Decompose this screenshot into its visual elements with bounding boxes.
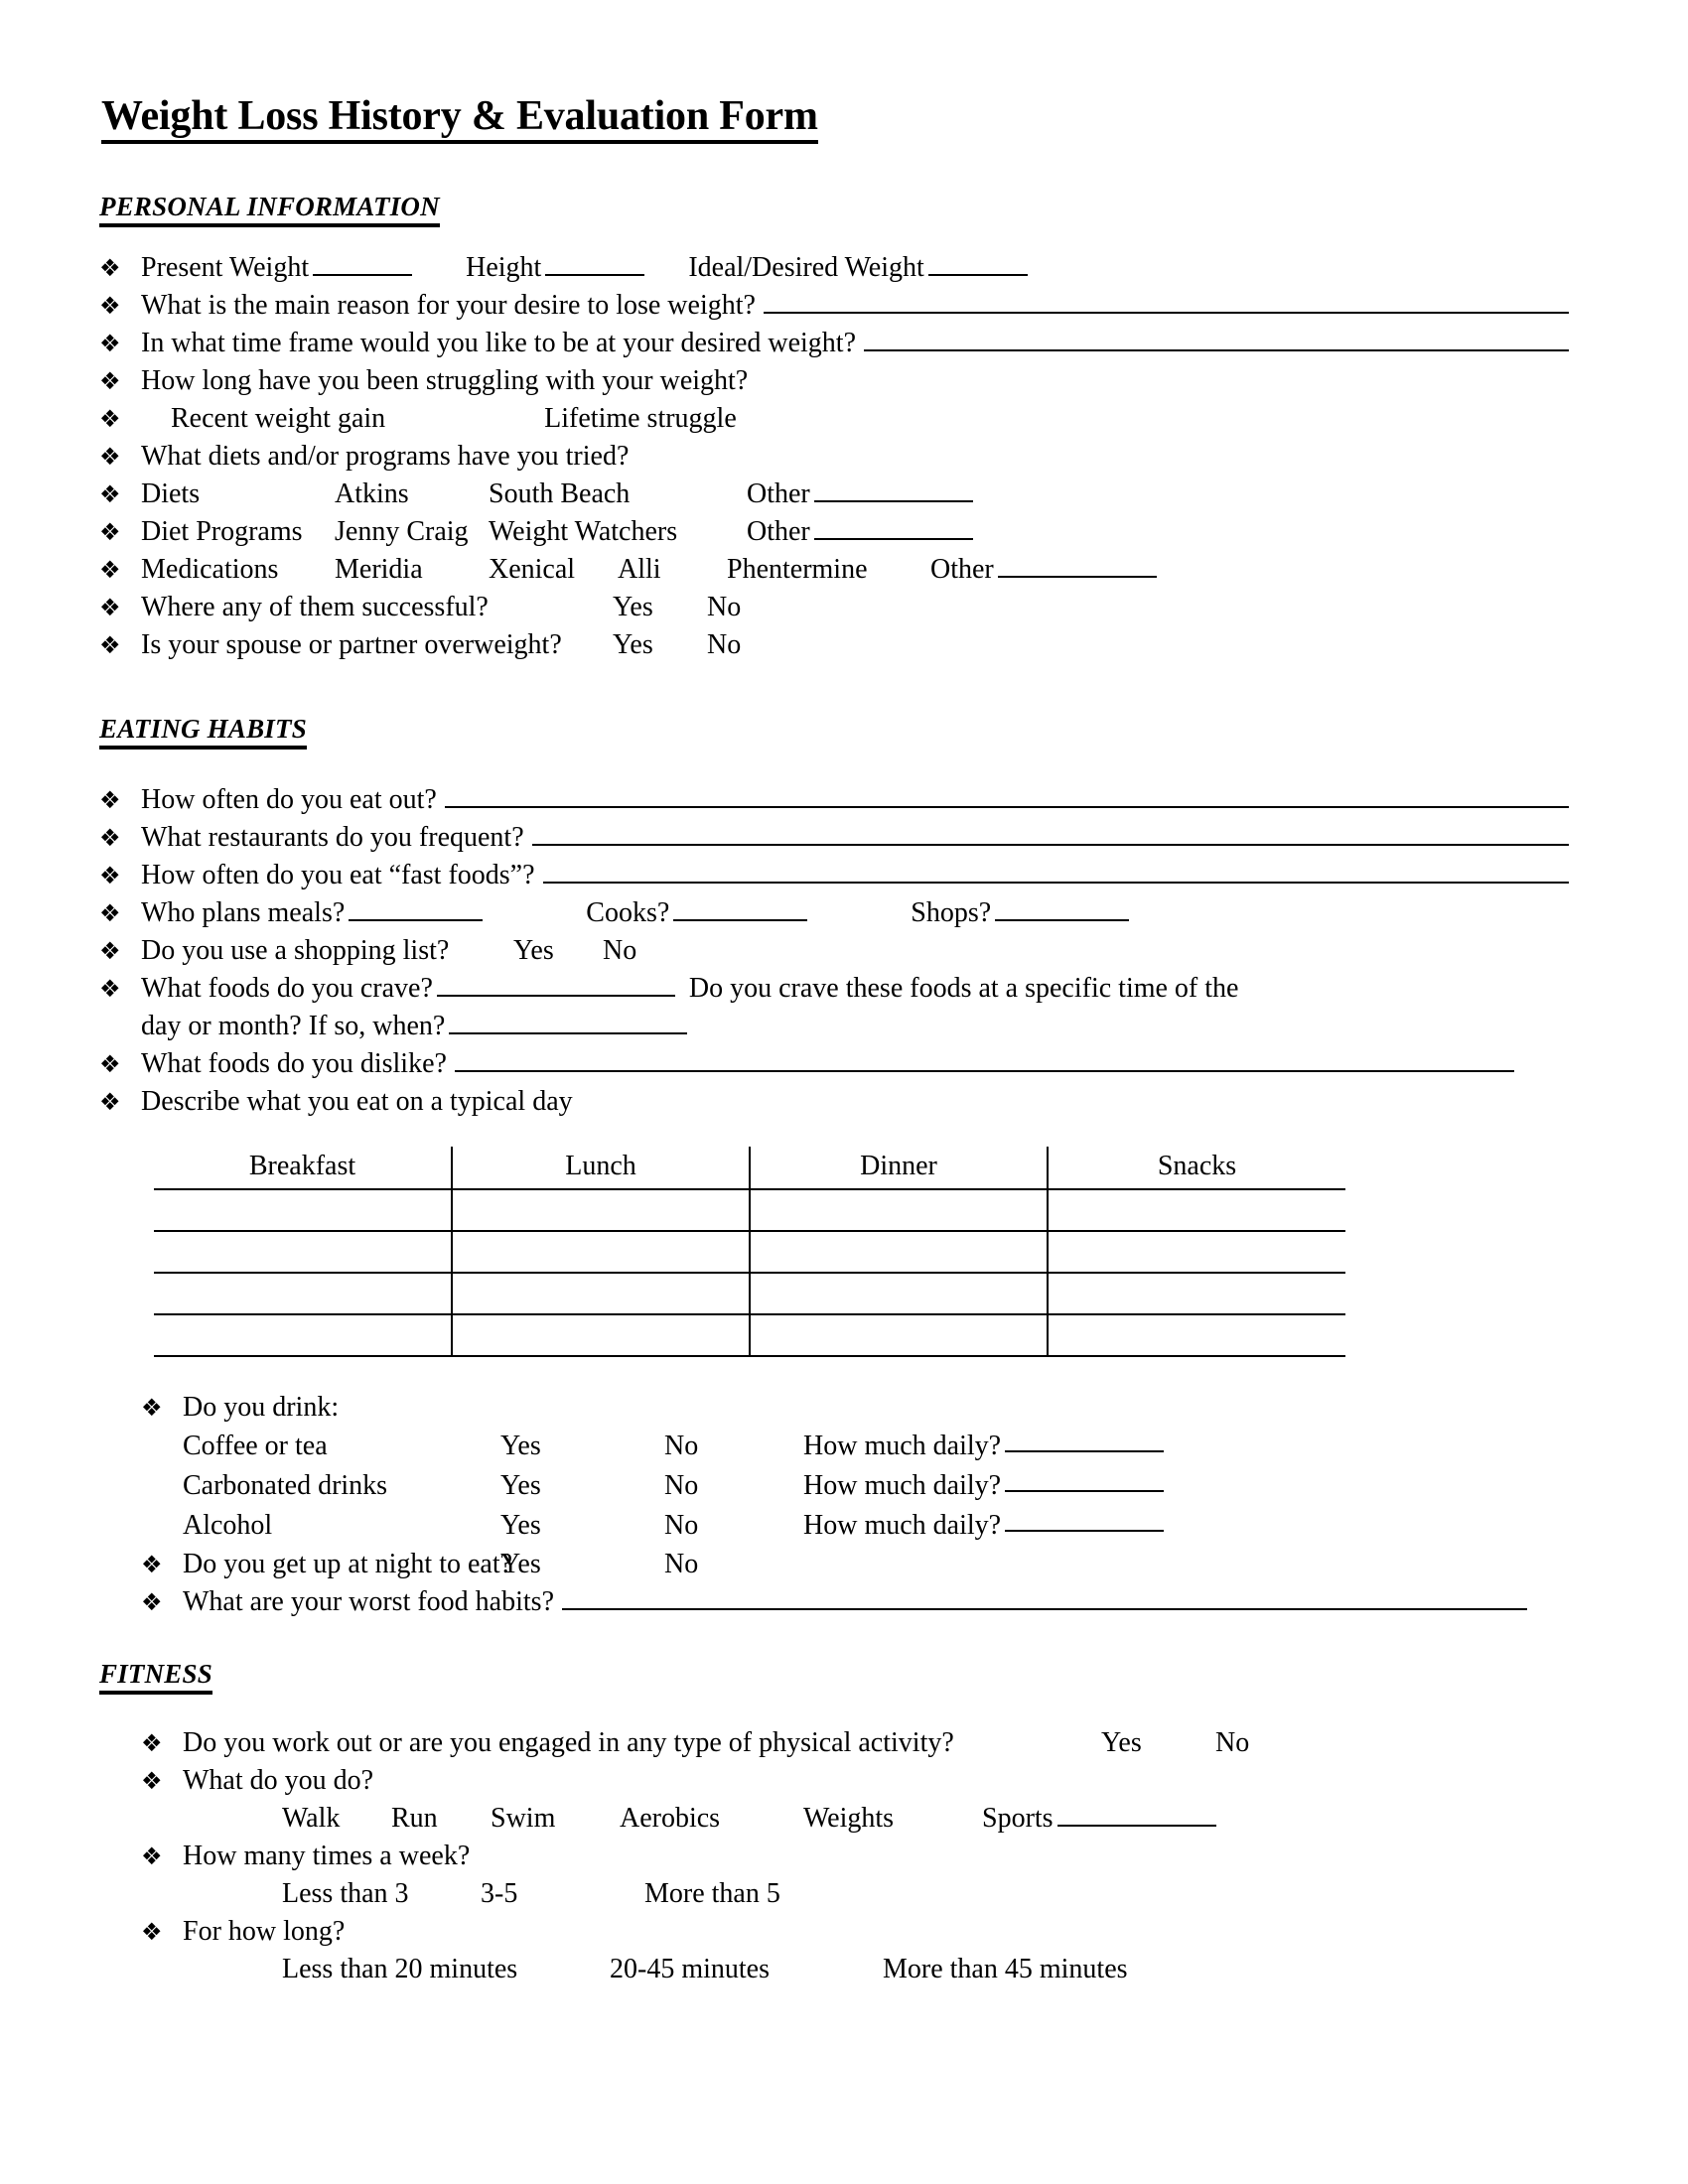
row-how-long-struggling xyxy=(99,362,1569,400)
column-header-lunch: Lunch xyxy=(452,1147,750,1189)
bullet-icon: ❖ xyxy=(99,594,121,622)
option-xenical[interactable]: Xenical xyxy=(489,554,576,586)
bullet-icon: ❖ xyxy=(99,1088,121,1117)
table-row xyxy=(154,1189,1345,1231)
row-weights xyxy=(99,249,1569,287)
table-cell-breakfast[interactable] xyxy=(154,1273,452,1314)
eat-out-label: How often do you eat out? xyxy=(141,784,437,816)
present-weight-label: Present Weight xyxy=(141,252,310,284)
eat-out-input[interactable] xyxy=(445,782,1569,808)
bullet-icon: ❖ xyxy=(141,1843,163,1871)
bullet-icon: ❖ xyxy=(141,1588,163,1617)
worst-habits-label: What are your worst food habits? xyxy=(183,1586,554,1618)
row-what-do-you-do xyxy=(141,1762,1569,1800)
drink-yes-coffee-tea[interactable]: Yes xyxy=(500,1431,541,1462)
bullet-icon: ❖ xyxy=(99,1050,121,1079)
column-header-breakfast: Breakfast xyxy=(154,1147,452,1189)
spouse-overweight-yes[interactable]: Yes xyxy=(613,629,653,661)
activity-walk[interactable]: Walk xyxy=(282,1803,341,1835)
duration-option-more-than-45[interactable]: More than 45 minutes xyxy=(883,1954,1128,1985)
programs-other-label: Other xyxy=(747,516,810,548)
row-for-how-long xyxy=(141,1913,1569,1951)
crave-when-label: day or month? If so, when? xyxy=(141,1011,446,1042)
night-eating-label: Do you get up at night to eat? xyxy=(183,1549,513,1580)
row-spouse-overweight xyxy=(99,626,1569,664)
option-phentermine[interactable]: Phentermine xyxy=(727,554,868,586)
eating-habits-rows xyxy=(99,781,1569,1121)
drink-label-carbonated: Carbonated drinks xyxy=(183,1470,388,1502)
time-frame-label: In what time frame would you like to be at your desired weight? xyxy=(141,328,857,359)
row-work-out xyxy=(141,1724,1569,1762)
activity-run[interactable]: Run xyxy=(391,1803,438,1835)
row-times-per-week-options xyxy=(141,1875,1569,1913)
main-reason-input[interactable] xyxy=(764,288,1569,314)
table-cell-dinner[interactable] xyxy=(750,1314,1048,1356)
page-title: Weight Loss History & Evaluation Form xyxy=(101,94,818,144)
table-cell-lunch[interactable] xyxy=(452,1314,750,1356)
main-reason-label: What is the main reason for your desire to lose weight? xyxy=(141,290,756,322)
restaurants-label: What restaurants do you frequent? xyxy=(141,822,524,854)
table-cell-breakfast[interactable] xyxy=(154,1189,452,1231)
table-cell-dinner[interactable] xyxy=(750,1273,1048,1314)
table-row xyxy=(154,1273,1345,1314)
how-much-label-alcohol: How much daily? xyxy=(803,1510,1002,1542)
activity-weights[interactable]: Weights xyxy=(803,1803,895,1835)
cooks-input[interactable] xyxy=(673,895,807,921)
row-duration-options xyxy=(141,1951,1569,1988)
cooks-label: Cooks? xyxy=(586,897,670,929)
spouse-overweight-label: Is your spouse or partner overweight? xyxy=(141,629,562,661)
bullet-icon: ❖ xyxy=(99,899,121,928)
section-personal-information xyxy=(99,192,1569,227)
drink-row-alcohol xyxy=(141,1506,1569,1546)
height-label: Height xyxy=(466,252,542,284)
row-worst-habits xyxy=(141,1583,1569,1621)
crave-when-input[interactable] xyxy=(449,1009,687,1034)
row-activity-options xyxy=(141,1800,1569,1838)
row-main-reason xyxy=(99,287,1569,325)
bullet-icon: ❖ xyxy=(99,330,121,358)
do-you-drink-label: Do you drink: xyxy=(183,1392,340,1424)
bullet-icon: ❖ xyxy=(141,1729,163,1758)
shops-label: Shops? xyxy=(911,897,992,929)
dislike-foods-input[interactable] xyxy=(455,1046,1514,1072)
table-cell-lunch[interactable] xyxy=(452,1273,750,1314)
plans-meals-label: Who plans meals? xyxy=(141,897,346,929)
table-cell-lunch[interactable] xyxy=(452,1189,750,1231)
diets-label: Diets xyxy=(141,478,201,510)
bullet-icon: ❖ xyxy=(99,292,121,321)
option-alli[interactable]: Alli xyxy=(618,554,661,586)
drink-yes-carbonated[interactable]: Yes xyxy=(500,1470,541,1502)
row-describe-typical-day xyxy=(99,1083,1569,1121)
option-atkins[interactable]: Atkins xyxy=(335,478,409,510)
drink-row-carbonated xyxy=(141,1466,1569,1506)
row-were-successful xyxy=(99,589,1569,626)
bullet-icon: ❖ xyxy=(99,786,121,815)
how-much-label-carbonated: How much daily? xyxy=(803,1470,1002,1502)
medications-other-label: Other xyxy=(930,554,994,586)
height-input[interactable] xyxy=(545,250,644,276)
shopping-list-label: Do you use a shopping list? xyxy=(141,935,450,967)
bullet-icon: ❖ xyxy=(141,1394,163,1423)
table-cell-snacks[interactable] xyxy=(1048,1231,1345,1273)
diet-programs-label: Diet Programs xyxy=(141,516,303,548)
section-fitness xyxy=(99,1659,1569,1695)
fast-foods-label: How often do you eat “fast foods”? xyxy=(141,860,535,891)
work-out-yes[interactable]: Yes xyxy=(1101,1727,1142,1759)
duration-option-20-45[interactable]: 20-45 minutes xyxy=(610,1954,770,1985)
row-eat-out xyxy=(99,781,1569,819)
bullet-icon: ❖ xyxy=(99,254,121,283)
row-crave-foods xyxy=(99,970,1569,1008)
spouse-overweight-no[interactable]: No xyxy=(707,629,742,661)
drink-label-coffee-tea: Coffee or tea xyxy=(183,1431,328,1462)
section-eating-habits xyxy=(99,714,1569,750)
what-do-you-do-label: What do you do? xyxy=(183,1765,374,1797)
activity-sports[interactable]: Sports xyxy=(982,1803,1054,1835)
night-eating-no[interactable]: No xyxy=(664,1549,699,1580)
row-crave-when xyxy=(99,1008,1569,1045)
section-heading-personal: PERSONAL INFORMATION xyxy=(99,192,440,227)
times-option-more-than-5[interactable]: More than 5 xyxy=(644,1878,780,1910)
row-shopping-list xyxy=(99,932,1569,970)
diets-other-label: Other xyxy=(747,478,810,510)
how-long-struggling-label: How long have you been struggling with your weight? xyxy=(141,365,749,397)
ideal-weight-input[interactable] xyxy=(928,250,1028,276)
table-cell-dinner[interactable] xyxy=(750,1231,1048,1273)
crave-foods-input[interactable] xyxy=(437,971,675,997)
how-much-label-coffee-tea: How much daily? xyxy=(803,1431,1002,1462)
were-successful-no[interactable]: No xyxy=(707,592,742,623)
diets-other-input[interactable] xyxy=(814,477,973,502)
how-much-input-alcohol[interactable] xyxy=(1005,1506,1164,1532)
option-weight-watchers[interactable]: Weight Watchers xyxy=(489,516,678,548)
drink-label-alcohol: Alcohol xyxy=(183,1510,273,1542)
bullet-icon: ❖ xyxy=(99,480,121,509)
time-frame-input[interactable] xyxy=(864,326,1569,351)
bullet-icon: ❖ xyxy=(99,975,121,1004)
bullet-icon: ❖ xyxy=(99,405,121,434)
how-much-input-coffee-tea[interactable] xyxy=(1005,1427,1164,1452)
row-fast-foods xyxy=(99,857,1569,894)
activity-sports-input[interactable] xyxy=(1057,1801,1216,1827)
table-cell-lunch[interactable] xyxy=(452,1231,750,1273)
row-dislike-foods xyxy=(99,1045,1569,1083)
fast-foods-input[interactable] xyxy=(543,858,1569,884)
typical-day-meal-table xyxy=(154,1147,1345,1357)
drink-no-carbonated[interactable]: No xyxy=(664,1470,699,1502)
row-night-eating xyxy=(141,1546,1569,1583)
option-recent-weight-gain[interactable]: Recent weight gain xyxy=(171,403,386,435)
row-time-frame xyxy=(99,325,1569,362)
bullet-icon: ❖ xyxy=(141,1767,163,1796)
for-how-long-label: For how long? xyxy=(183,1916,346,1948)
option-meridia[interactable]: Meridia xyxy=(335,554,423,586)
table-row xyxy=(154,1231,1345,1273)
bullet-icon: ❖ xyxy=(141,1551,163,1579)
fitness-rows xyxy=(99,1724,1569,1988)
bullet-icon: ❖ xyxy=(99,518,121,547)
drink-no-alcohol[interactable]: No xyxy=(664,1510,699,1542)
were-successful-yes[interactable]: Yes xyxy=(613,592,653,623)
medications-other-input[interactable] xyxy=(998,552,1157,578)
shopping-list-no[interactable]: No xyxy=(603,935,637,967)
table-cell-dinner[interactable] xyxy=(750,1189,1048,1231)
row-meal-planning xyxy=(99,894,1569,932)
bullet-icon: ❖ xyxy=(99,556,121,585)
crave-timing-label: Do you crave these foods at a specific time of the xyxy=(688,973,1239,1005)
duration-option-less-than-20[interactable]: Less than 20 minutes xyxy=(282,1954,518,1985)
were-successful-label: Where any of them successful? xyxy=(141,592,489,623)
row-medications xyxy=(99,551,1569,589)
row-diets xyxy=(99,476,1569,513)
diets-tried-label: What diets and/or programs have you tried? xyxy=(141,441,630,473)
times-option-less-than-3[interactable]: Less than 3 xyxy=(282,1878,409,1910)
describe-typical-day-label: Describe what you eat on a typical day xyxy=(141,1086,573,1118)
bullet-icon: ❖ xyxy=(99,443,121,472)
bullet-icon: ❖ xyxy=(99,937,121,966)
row-restaurants xyxy=(99,819,1569,857)
row-diets-tried xyxy=(99,438,1569,476)
times-per-week-label: How many times a week? xyxy=(183,1841,471,1872)
activity-swim[interactable]: Swim xyxy=(491,1803,556,1835)
drinks-block xyxy=(99,1389,1569,1621)
row-do-you-drink xyxy=(141,1389,1569,1427)
programs-other-input[interactable] xyxy=(814,514,973,540)
shops-input[interactable] xyxy=(995,895,1129,921)
medications-label: Medications xyxy=(141,554,279,586)
option-lifetime-struggle[interactable]: Lifetime struggle xyxy=(544,403,737,435)
table-cell-snacks[interactable] xyxy=(1048,1273,1345,1314)
dislike-foods-label: What foods do you dislike? xyxy=(141,1048,447,1080)
bullet-icon: ❖ xyxy=(99,824,121,853)
column-header-dinner: Dinner xyxy=(750,1147,1048,1189)
plans-meals-input[interactable] xyxy=(349,895,483,921)
table-row xyxy=(154,1314,1345,1356)
table-cell-breakfast[interactable] xyxy=(154,1231,452,1273)
crave-foods-label: What foods do you crave? xyxy=(141,973,433,1005)
row-times-per-week xyxy=(141,1838,1569,1875)
drink-no-coffee-tea[interactable]: No xyxy=(664,1431,699,1462)
section-heading-fitness: FITNESS xyxy=(99,1659,212,1695)
drink-row-coffee-tea xyxy=(141,1427,1569,1466)
table-cell-breakfast[interactable] xyxy=(154,1314,452,1356)
column-header-snacks: Snacks xyxy=(1048,1147,1345,1189)
shopping-list-yes[interactable]: Yes xyxy=(513,935,554,967)
drink-yes-alcohol[interactable]: Yes xyxy=(500,1510,541,1542)
bullet-icon: ❖ xyxy=(141,1918,163,1947)
section-heading-eating: EATING HABITS xyxy=(99,714,307,750)
work-out-no[interactable]: No xyxy=(1215,1727,1250,1759)
option-jenny-craig[interactable]: Jenny Craig xyxy=(335,516,469,548)
personal-information-rows xyxy=(99,249,1569,664)
restaurants-input[interactable] xyxy=(532,820,1569,846)
activity-aerobics[interactable]: Aerobics xyxy=(620,1803,721,1835)
bullet-icon: ❖ xyxy=(99,367,121,396)
bullet-icon: ❖ xyxy=(99,631,121,660)
night-eating-yes[interactable]: Yes xyxy=(500,1549,541,1580)
table-header-row xyxy=(154,1147,1345,1189)
row-struggle-options xyxy=(99,400,1569,438)
table-cell-snacks[interactable] xyxy=(1048,1314,1345,1356)
row-diet-programs xyxy=(99,513,1569,551)
times-option-3-5[interactable]: 3-5 xyxy=(481,1878,518,1910)
worst-habits-input[interactable] xyxy=(562,1584,1527,1610)
option-south-beach[interactable]: South Beach xyxy=(489,478,631,510)
page-title-wrap xyxy=(99,94,1569,144)
work-out-label: Do you work out or are you engaged in any type of physical activity? xyxy=(183,1727,954,1759)
table-cell-snacks[interactable] xyxy=(1048,1189,1345,1231)
how-much-input-carbonated[interactable] xyxy=(1005,1466,1164,1492)
ideal-weight-label: Ideal/Desired Weight xyxy=(688,252,924,284)
bullet-icon: ❖ xyxy=(99,862,121,890)
present-weight-input[interactable] xyxy=(313,250,412,276)
